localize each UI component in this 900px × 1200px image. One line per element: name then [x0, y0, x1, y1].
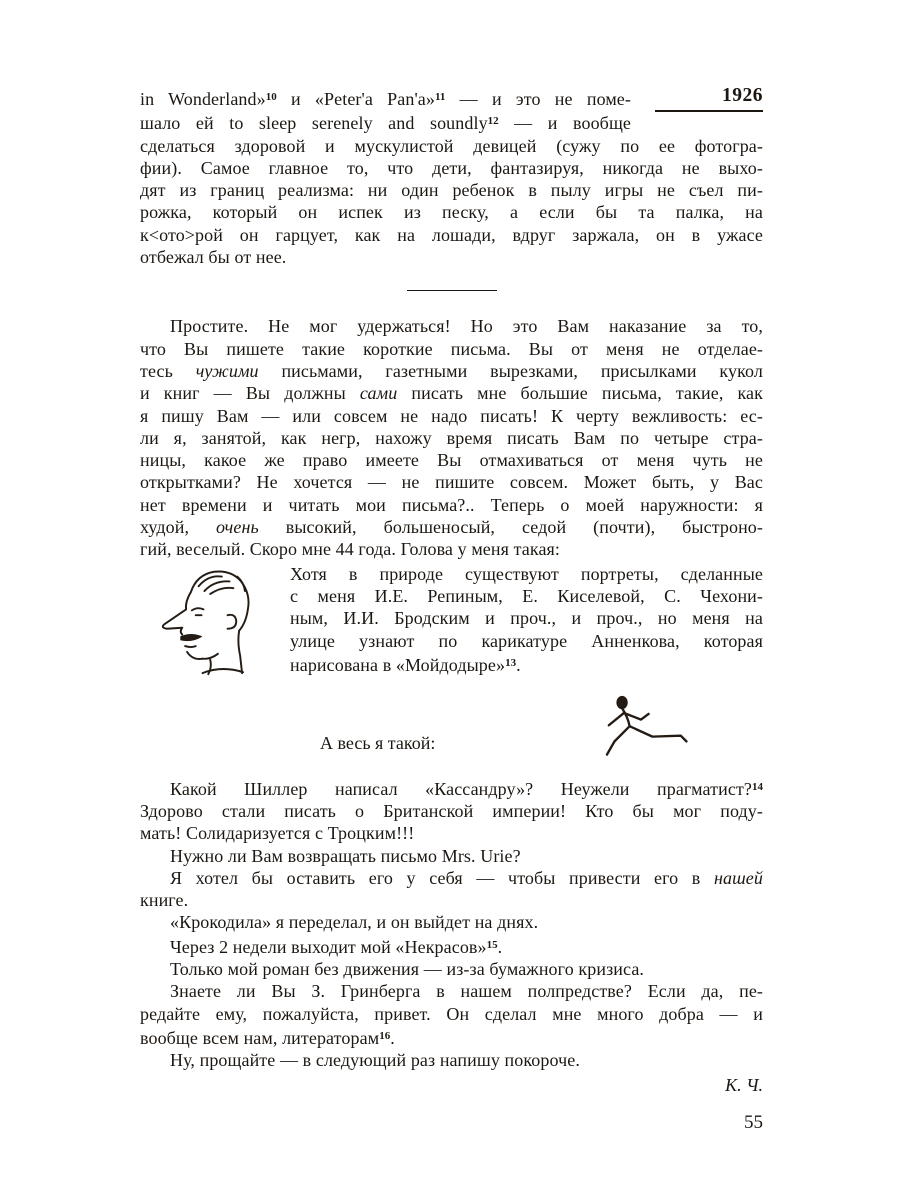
head-sketch — [140, 563, 290, 682]
head-sketch-icon — [152, 565, 280, 677]
runner-sketch-icon — [588, 694, 694, 766]
page-number: 55 — [744, 1111, 763, 1133]
page-content — [140, 86, 763, 1134]
text-line — [140, 538, 763, 560]
self-caption: А весь я такой: — [320, 732, 436, 753]
text-line — [140, 800, 763, 822]
signature: К. Ч. — [725, 1074, 763, 1095]
text-line — [140, 1003, 763, 1025]
portrait-paragraph — [290, 563, 763, 682]
text-segment: гий, веселый. Скоро мне 44 года. Голова у меня такая: — [140, 539, 561, 560]
text-segment: сделаться здоровой и мускулистой девицей (сужу по ее фотогра- — [140, 135, 763, 156]
text-line — [290, 607, 763, 629]
text-line — [140, 958, 763, 980]
text-segment: я пишу Вам — или совсем не надо писать! К черту вежливость: ес- — [140, 405, 763, 426]
text-segment: тесь — [140, 360, 196, 381]
text-line — [290, 630, 763, 652]
text-line — [140, 889, 763, 911]
text-line — [140, 382, 763, 404]
text-line — [140, 845, 763, 867]
text-segment: Через 2 недели выходит мой «Некрасов» — [170, 936, 487, 957]
text-segment: ли я, занятой, как негр, нахожу время писать Вам по четыре стра- — [140, 427, 763, 448]
footnote-ref: 11 — [435, 91, 446, 103]
text-segment: улице узнают по карикатуре Анненкова, которая — [290, 630, 763, 651]
text-segment: шало ей to sleep serenely and soundly — [140, 113, 488, 134]
text-line — [290, 563, 763, 585]
text-segment: что Вы пишете такие короткие письма. Вы от меня не отделае- — [140, 338, 763, 359]
text-segment: редайте ему, пожалуйста, привет. Он сделал мне много добра — и — [140, 1003, 763, 1024]
text-line — [140, 911, 763, 933]
text-segment: худой, — [140, 517, 217, 538]
text-segment: Только мой роман без движения — из-за бумажного кризиса. — [170, 959, 645, 980]
text-segment: с меня И.Е. Репиным, Е. Киселевой, С. Чехони- — [290, 585, 763, 606]
text-line — [140, 822, 763, 844]
footnote-ref: 15 — [486, 938, 498, 951]
text-segment: Знаете ли Вы З. Гринберга в нашем полпредстве? Если да, пе- — [170, 981, 763, 1002]
text-line — [140, 867, 763, 889]
text-line — [140, 135, 763, 157]
text-line — [140, 471, 763, 493]
year-label: 1926 — [722, 85, 763, 106]
runner-sketch — [588, 694, 694, 771]
text-line — [290, 585, 763, 607]
text-segment: ницы, какое же право имеете Вы отмахиваться от меня чуть не — [140, 450, 763, 471]
text-segment: ным, И.И. Бродским и проч., и проч., но меня на — [290, 608, 763, 629]
text-line — [140, 980, 763, 1002]
footnote-ref: 12 — [487, 115, 499, 128]
text-line — [290, 652, 763, 676]
text-segment: . — [516, 654, 521, 675]
text-segment: вообще всем нам, литераторам — [140, 1027, 380, 1048]
italic-word: сами — [359, 383, 398, 404]
text-segment: нет времени и читать мои письма?.. Теперь о моей наружности: я — [140, 494, 763, 515]
caption-row — [140, 696, 763, 776]
text-segment: и книг — Вы должны — [140, 383, 360, 404]
text-segment: открытками? Не хочется — не пишите совсем. Может быть, у Вас — [140, 472, 763, 493]
text-line — [140, 201, 763, 223]
text-line — [140, 405, 763, 427]
text-segment: — и это не поме- — [445, 89, 631, 109]
text-segment: Ну, прощайте — в следующий раз напишу покороче. — [170, 1050, 580, 1071]
text-line — [140, 449, 763, 471]
text-line — [140, 934, 763, 958]
text-segment: и «Peter'a Pan'a» — [276, 89, 435, 109]
text-line — [140, 776, 763, 800]
letter-paragraph — [140, 315, 763, 560]
text-segment: . — [497, 936, 503, 957]
footnote-ref: 14 — [752, 780, 763, 793]
text-segment: мать! Солидаризуется с Троцким!!! — [140, 823, 415, 844]
text-segment: Я хотел бы оставить его у себя — чтобы привести его в — [170, 867, 714, 888]
footnote-ref: 16 — [379, 1029, 391, 1042]
text-segment: письмами, газетными вырезками, присылками кукол — [258, 360, 763, 381]
text-segment: . — [390, 1027, 395, 1048]
text-segment: Хотя в природе существуют портреты, сделанные — [290, 563, 763, 584]
text-segment: писать мне большие письма, такие, как — [397, 383, 763, 404]
text-segment: рожка, который он испек из песку, а если бы та палка, на — [140, 202, 763, 223]
text-line — [140, 246, 763, 268]
text-segment: к<ото>рой он гарцует, как на лошади, вдруг заржала, он в ужасе — [140, 224, 763, 245]
text-line — [140, 157, 763, 179]
text-segment: нарисована в «Мойдодыре» — [290, 654, 506, 675]
text-segment: книге. — [140, 890, 189, 911]
text-segment: Здорово стали писать о Британской империи! Кто бы мог поду- — [140, 800, 763, 821]
text-line — [140, 494, 763, 516]
footnote-ref: 10 — [265, 91, 277, 103]
italic-word: чужими — [195, 360, 259, 381]
text-line — [140, 110, 631, 134]
text-line — [140, 360, 763, 382]
text-segment: фии). Самое главное то, что дети, фантазируя, никогда не выхо- — [140, 157, 763, 178]
italic-word: очень — [216, 517, 259, 538]
text-segment: дят из границ реализма: ни один ребенок в пылу игры не съел пи- — [140, 180, 763, 201]
portrait-figure-row — [140, 563, 763, 682]
intro-paragraph — [140, 86, 763, 268]
text-line — [140, 427, 763, 449]
text-segment: in Wonderland» — [140, 89, 266, 109]
text-line — [140, 315, 763, 337]
text-segment: Какой Шиллер написал «Кассандру»? Неужели прагматист? — [170, 778, 752, 799]
text-segment: «Крокодила» я переделал, и он выйдет на днях. — [170, 912, 539, 933]
text-segment: отбежал бы от нее. — [140, 247, 287, 268]
text-line — [140, 86, 631, 110]
italic-word: нашей — [713, 867, 763, 888]
text-line — [140, 1025, 763, 1049]
text-line — [140, 338, 763, 360]
text-segment: Простите. Не мог удержаться! Но это Вам наказание за то, — [170, 316, 763, 337]
text-segment: высокий, большеносый, седой (почти), быстроно- — [258, 517, 764, 538]
text-line — [140, 516, 763, 538]
text-line — [140, 1049, 763, 1071]
text-line — [140, 224, 763, 246]
closing-paragraph — [140, 776, 763, 1072]
text-line — [140, 179, 763, 201]
footnote-ref: 13 — [505, 656, 517, 669]
text-segment: Нужно ли Вам возвращать письмо Mrs. Urie? — [170, 845, 521, 866]
text-segment: — и вообще — [498, 113, 631, 134]
section-separator — [407, 290, 497, 291]
